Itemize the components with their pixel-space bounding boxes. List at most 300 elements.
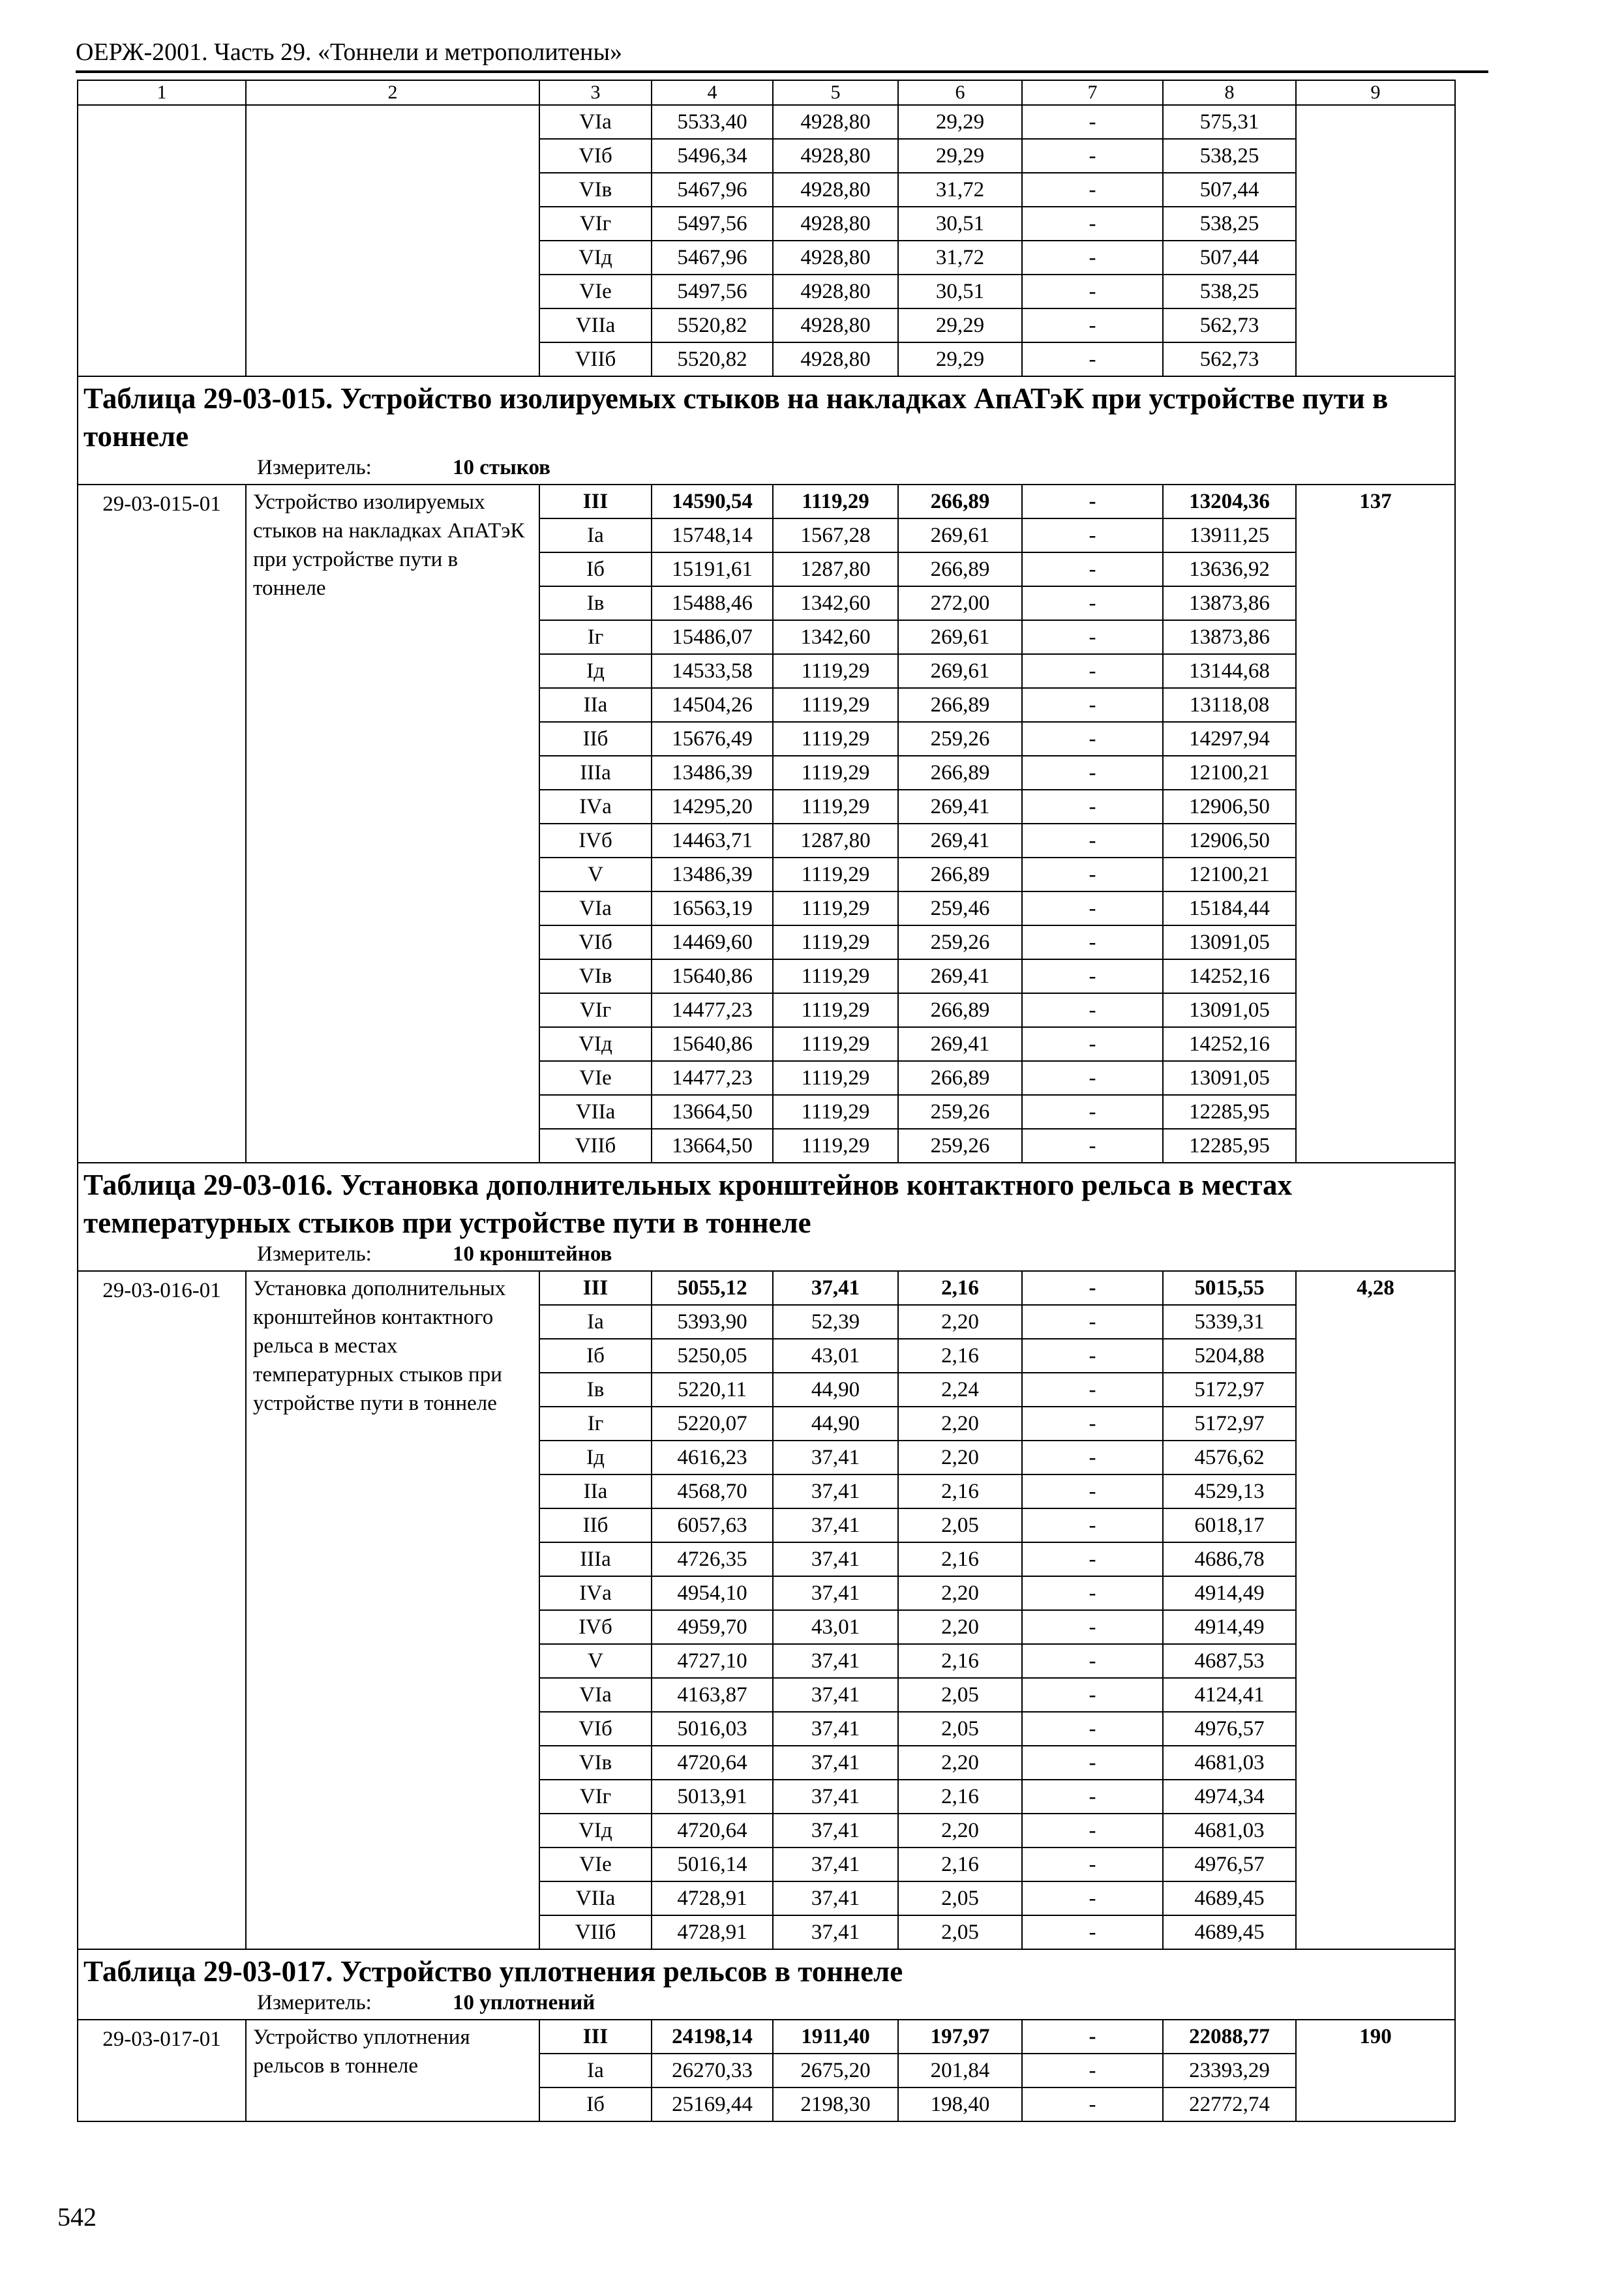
value-cell: 13486,39 bbox=[652, 756, 773, 790]
value-cell: - bbox=[1022, 1061, 1163, 1095]
value-cell: VIб bbox=[539, 925, 652, 959]
value-cell: 2,05 bbox=[898, 1678, 1022, 1712]
value-cell: 15676,49 bbox=[652, 722, 773, 756]
value-cell: 4928,80 bbox=[773, 173, 898, 207]
value-cell: Iа bbox=[539, 518, 652, 552]
table-title-row bbox=[78, 1163, 1455, 1271]
value-cell: 2,20 bbox=[898, 1814, 1022, 1848]
value-cell: 5220,11 bbox=[652, 1373, 773, 1407]
value-cell: 37,41 bbox=[773, 1881, 898, 1915]
value-cell: 4976,57 bbox=[1163, 1848, 1296, 1881]
value-cell: - bbox=[1022, 1129, 1163, 1163]
table-title-row bbox=[78, 376, 1455, 485]
value-cell: Iг bbox=[539, 1407, 652, 1441]
value-cell: 2,05 bbox=[898, 1881, 1022, 1915]
value-cell: 4681,03 bbox=[1163, 1814, 1296, 1848]
value-cell: 14252,16 bbox=[1163, 959, 1296, 993]
rate-code: 29-03-017-01 bbox=[78, 2020, 246, 2121]
value-cell: 14297,94 bbox=[1163, 722, 1296, 756]
value-cell: 5520,82 bbox=[652, 342, 773, 376]
value-cell: 266,89 bbox=[898, 552, 1022, 586]
table-title-cell bbox=[78, 1163, 1455, 1271]
table-title: Таблица 29-03-016. Установка дополнительных кронштейнов контактного рельса в местах температурных стыков при устройстве пути в тоннеле bbox=[83, 1169, 1292, 1239]
value-cell: 2,20 bbox=[898, 1305, 1022, 1339]
value-cell: 269,61 bbox=[898, 518, 1022, 552]
value-cell: - bbox=[1022, 824, 1163, 858]
value-cell: 13911,25 bbox=[1163, 518, 1296, 552]
value-cell: 2,24 bbox=[898, 1373, 1022, 1407]
value-cell: 29,29 bbox=[898, 105, 1022, 139]
value-cell: 37,41 bbox=[773, 1542, 898, 1576]
value-cell: 5497,56 bbox=[652, 207, 773, 241]
value-cell: - bbox=[1022, 993, 1163, 1027]
value-cell: - bbox=[1022, 654, 1163, 688]
value-cell: 12906,50 bbox=[1163, 824, 1296, 858]
value-cell: 37,41 bbox=[773, 1746, 898, 1780]
value-cell: 15640,86 bbox=[652, 959, 773, 993]
value-cell: - bbox=[1022, 1780, 1163, 1814]
value-cell: VIд bbox=[539, 241, 652, 275]
measure-label: Измеритель: bbox=[257, 1242, 372, 1266]
value-cell: - bbox=[1022, 342, 1163, 376]
value-cell: 12100,21 bbox=[1163, 756, 1296, 790]
value-cell: - bbox=[1022, 105, 1163, 139]
value-cell: 37,41 bbox=[773, 1848, 898, 1881]
value-cell: 13664,50 bbox=[652, 1129, 773, 1163]
value-cell: 15748,14 bbox=[652, 518, 773, 552]
value-cell: 37,41 bbox=[773, 1678, 898, 1712]
value-cell: III bbox=[539, 1271, 652, 1305]
value-cell: - bbox=[1022, 2020, 1163, 2054]
table-title-row bbox=[78, 1949, 1455, 2020]
value-cell: IIб bbox=[539, 722, 652, 756]
value-cell: 12285,95 bbox=[1163, 1095, 1296, 1129]
value-cell: - bbox=[1022, 688, 1163, 722]
value-cell: - bbox=[1022, 173, 1163, 207]
value-cell: VIв bbox=[539, 173, 652, 207]
value-cell: 5520,82 bbox=[652, 308, 773, 342]
value-cell: 1119,29 bbox=[773, 993, 898, 1027]
value-cell: 2675,20 bbox=[773, 2054, 898, 2087]
value-cell: 5467,96 bbox=[652, 173, 773, 207]
value-cell: 4976,57 bbox=[1163, 1712, 1296, 1746]
value-cell: 37,41 bbox=[773, 1508, 898, 1542]
rate-total: 137 bbox=[1296, 485, 1455, 1163]
value-cell: 24198,14 bbox=[652, 2020, 773, 2054]
value-cell: Iа bbox=[539, 1305, 652, 1339]
value-cell: - bbox=[1022, 1712, 1163, 1746]
column-number-row bbox=[78, 80, 1455, 105]
column-number: 9 bbox=[1296, 80, 1455, 105]
rate-total: 190 bbox=[1296, 2020, 1455, 2121]
value-cell: 2,16 bbox=[898, 1271, 1022, 1305]
value-cell: 5339,31 bbox=[1163, 1305, 1296, 1339]
value-cell: 52,39 bbox=[773, 1305, 898, 1339]
table-title-cell bbox=[78, 376, 1455, 485]
page-number: 542 bbox=[57, 2202, 97, 2232]
value-cell: 1119,29 bbox=[773, 654, 898, 688]
value-cell: 12285,95 bbox=[1163, 1129, 1296, 1163]
total-cell bbox=[1296, 105, 1455, 376]
value-cell: 4576,62 bbox=[1163, 1441, 1296, 1474]
value-cell: 4928,80 bbox=[773, 105, 898, 139]
rates-table bbox=[77, 80, 1456, 2122]
value-cell: 2,16 bbox=[898, 1542, 1022, 1576]
value-cell: - bbox=[1022, 1271, 1163, 1305]
value-cell: 1119,29 bbox=[773, 959, 898, 993]
value-cell: VIIб bbox=[539, 342, 652, 376]
value-cell: - bbox=[1022, 1339, 1163, 1373]
value-cell: 31,72 bbox=[898, 241, 1022, 275]
value-cell: 5497,56 bbox=[652, 275, 773, 308]
value-cell: 4959,70 bbox=[652, 1610, 773, 1644]
value-cell: 5013,91 bbox=[652, 1780, 773, 1814]
measure-value: 10 кронштейнов bbox=[453, 1242, 612, 1266]
measure-value: 10 уплотнений bbox=[453, 1991, 595, 2014]
value-cell: - bbox=[1022, 1814, 1163, 1848]
value-cell: 4727,10 bbox=[652, 1644, 773, 1678]
value-cell: 1119,29 bbox=[773, 756, 898, 790]
value-cell: IIа bbox=[539, 688, 652, 722]
value-cell: 507,44 bbox=[1163, 241, 1296, 275]
value-cell: VIIб bbox=[539, 1129, 652, 1163]
value-cell: 14295,20 bbox=[652, 790, 773, 824]
value-cell: - bbox=[1022, 1027, 1163, 1061]
value-cell: 266,89 bbox=[898, 756, 1022, 790]
header-rule bbox=[76, 70, 1488, 73]
value-cell: 37,41 bbox=[773, 1644, 898, 1678]
value-cell: - bbox=[1022, 552, 1163, 586]
value-cell: 37,41 bbox=[773, 1780, 898, 1814]
value-cell: IIа bbox=[539, 1474, 652, 1508]
value-cell: IVа bbox=[539, 790, 652, 824]
value-cell: 14252,16 bbox=[1163, 1027, 1296, 1061]
value-cell: 272,00 bbox=[898, 586, 1022, 620]
value-cell: 4928,80 bbox=[773, 308, 898, 342]
value-cell: 4568,70 bbox=[652, 1474, 773, 1508]
value-cell: 13664,50 bbox=[652, 1095, 773, 1129]
table-row bbox=[78, 105, 1455, 139]
value-cell: 12906,50 bbox=[1163, 790, 1296, 824]
rate-code: 29-03-016-01 bbox=[78, 1271, 246, 1949]
value-cell: - bbox=[1022, 1881, 1163, 1915]
value-cell: 12100,21 bbox=[1163, 858, 1296, 891]
value-cell: 13091,05 bbox=[1163, 1061, 1296, 1095]
value-cell: VIб bbox=[539, 139, 652, 173]
rate-code: 29-03-015-01 bbox=[78, 485, 246, 1163]
value-cell: Iг bbox=[539, 620, 652, 654]
value-cell: 5467,96 bbox=[652, 241, 773, 275]
value-cell: 269,41 bbox=[898, 824, 1022, 858]
value-cell: - bbox=[1022, 1746, 1163, 1780]
value-cell: - bbox=[1022, 1095, 1163, 1129]
rate-description: Устройство уплотнения рельсов в тоннеле bbox=[246, 2020, 539, 2121]
value-cell: 1287,80 bbox=[773, 824, 898, 858]
value-cell: 266,89 bbox=[898, 688, 1022, 722]
value-cell: - bbox=[1022, 2087, 1163, 2121]
value-cell: 13091,05 bbox=[1163, 925, 1296, 959]
description-cell bbox=[246, 105, 539, 376]
rate-description: Установка дополнительных кронштейнов контактного рельса в местах температурных стыков при устройстве пути в тоннеле bbox=[246, 1271, 539, 1949]
value-cell: 1119,29 bbox=[773, 1027, 898, 1061]
value-cell: 538,25 bbox=[1163, 207, 1296, 241]
rate-description: Устройство изолируемых стыков на накладках АпАТэК при устройстве пути в тоннеле bbox=[246, 485, 539, 1163]
value-cell: 2,20 bbox=[898, 1610, 1022, 1644]
value-cell: VIг bbox=[539, 993, 652, 1027]
value-cell: 23393,29 bbox=[1163, 2054, 1296, 2087]
value-cell: 1342,60 bbox=[773, 620, 898, 654]
value-cell: - bbox=[1022, 207, 1163, 241]
value-cell: 16563,19 bbox=[652, 891, 773, 925]
value-cell: - bbox=[1022, 1474, 1163, 1508]
value-cell: 6018,17 bbox=[1163, 1508, 1296, 1542]
value-cell: 269,41 bbox=[898, 959, 1022, 993]
value-cell: - bbox=[1022, 2054, 1163, 2087]
value-cell: 4928,80 bbox=[773, 139, 898, 173]
value-cell: Iд bbox=[539, 654, 652, 688]
value-cell: VIг bbox=[539, 1780, 652, 1814]
value-cell: 5496,34 bbox=[652, 139, 773, 173]
value-cell: 4689,45 bbox=[1163, 1915, 1296, 1949]
value-cell: 37,41 bbox=[773, 1576, 898, 1610]
value-cell: 31,72 bbox=[898, 173, 1022, 207]
value-cell: - bbox=[1022, 1576, 1163, 1610]
value-cell: 538,25 bbox=[1163, 139, 1296, 173]
value-cell: 37,41 bbox=[773, 1441, 898, 1474]
value-cell: 4720,64 bbox=[652, 1814, 773, 1848]
value-cell: 269,61 bbox=[898, 620, 1022, 654]
value-cell: VIIа bbox=[539, 308, 652, 342]
value-cell: 4616,23 bbox=[652, 1441, 773, 1474]
value-cell: 4928,80 bbox=[773, 342, 898, 376]
value-cell: 25169,44 bbox=[652, 2087, 773, 2121]
column-number: 1 bbox=[78, 80, 246, 105]
value-cell: V bbox=[539, 1644, 652, 1678]
value-cell: 4529,13 bbox=[1163, 1474, 1296, 1508]
value-cell: - bbox=[1022, 1848, 1163, 1881]
value-cell: 575,31 bbox=[1163, 105, 1296, 139]
value-cell: IIб bbox=[539, 1508, 652, 1542]
value-cell: IIIа bbox=[539, 1542, 652, 1576]
value-cell: - bbox=[1022, 1373, 1163, 1407]
value-cell: 5016,03 bbox=[652, 1712, 773, 1746]
value-cell: 14477,23 bbox=[652, 993, 773, 1027]
value-cell: 507,44 bbox=[1163, 173, 1296, 207]
value-cell: 5204,88 bbox=[1163, 1339, 1296, 1373]
value-cell: 22772,74 bbox=[1163, 2087, 1296, 2121]
value-cell: 13873,86 bbox=[1163, 620, 1296, 654]
value-cell: 5250,05 bbox=[652, 1339, 773, 1373]
value-cell: 15184,44 bbox=[1163, 891, 1296, 925]
value-cell: 562,73 bbox=[1163, 342, 1296, 376]
value-cell: 2,16 bbox=[898, 1644, 1022, 1678]
value-cell: - bbox=[1022, 1915, 1163, 1949]
value-cell: 259,46 bbox=[898, 891, 1022, 925]
measure-value: 10 стыков bbox=[453, 456, 550, 479]
value-cell: 197,97 bbox=[898, 2020, 1022, 2054]
value-cell: VIд bbox=[539, 1814, 652, 1848]
value-cell: 43,01 bbox=[773, 1339, 898, 1373]
value-cell: 2,20 bbox=[898, 1441, 1022, 1474]
measure-line bbox=[83, 1242, 1454, 1270]
table-row bbox=[78, 2020, 1455, 2054]
value-cell: 5533,40 bbox=[652, 105, 773, 139]
value-cell: 269,41 bbox=[898, 790, 1022, 824]
value-cell: 37,41 bbox=[773, 1474, 898, 1508]
value-cell: 2,05 bbox=[898, 1915, 1022, 1949]
value-cell: 266,89 bbox=[898, 993, 1022, 1027]
value-cell: 13118,08 bbox=[1163, 688, 1296, 722]
value-cell: - bbox=[1022, 891, 1163, 925]
value-cell: VIIа bbox=[539, 1095, 652, 1129]
value-cell: 1119,29 bbox=[773, 891, 898, 925]
value-cell: VIг bbox=[539, 207, 652, 241]
value-cell: 44,90 bbox=[773, 1373, 898, 1407]
value-cell: - bbox=[1022, 485, 1163, 518]
value-cell: - bbox=[1022, 925, 1163, 959]
value-cell: IIIа bbox=[539, 756, 652, 790]
value-cell: 2,16 bbox=[898, 1780, 1022, 1814]
value-cell: III bbox=[539, 485, 652, 518]
value-cell: 1119,29 bbox=[773, 485, 898, 518]
value-cell: Iв bbox=[539, 1373, 652, 1407]
value-cell: 5055,12 bbox=[652, 1271, 773, 1305]
table-row bbox=[78, 485, 1455, 518]
column-number: 7 bbox=[1022, 80, 1163, 105]
value-cell: 14590,54 bbox=[652, 485, 773, 518]
value-cell: 266,89 bbox=[898, 485, 1022, 518]
value-cell: 13204,36 bbox=[1163, 485, 1296, 518]
value-cell: 1342,60 bbox=[773, 586, 898, 620]
value-cell: VIб bbox=[539, 1712, 652, 1746]
value-cell: - bbox=[1022, 620, 1163, 654]
value-cell: - bbox=[1022, 1678, 1163, 1712]
value-cell: - bbox=[1022, 1542, 1163, 1576]
value-cell: 43,01 bbox=[773, 1610, 898, 1644]
value-cell: 4163,87 bbox=[652, 1678, 773, 1712]
value-cell: 4681,03 bbox=[1163, 1746, 1296, 1780]
value-cell: - bbox=[1022, 722, 1163, 756]
value-cell: Iв bbox=[539, 586, 652, 620]
value-cell: VIв bbox=[539, 959, 652, 993]
value-cell: VIIб bbox=[539, 1915, 652, 1949]
value-cell: 4928,80 bbox=[773, 241, 898, 275]
value-cell: Iа bbox=[539, 2054, 652, 2087]
value-cell: 4124,41 bbox=[1163, 1678, 1296, 1712]
value-cell: 4687,53 bbox=[1163, 1644, 1296, 1678]
value-cell: 14504,26 bbox=[652, 688, 773, 722]
value-cell: 13636,92 bbox=[1163, 552, 1296, 586]
value-cell: - bbox=[1022, 1305, 1163, 1339]
value-cell: 14477,23 bbox=[652, 1061, 773, 1095]
value-cell: 30,51 bbox=[898, 207, 1022, 241]
value-cell: 4689,45 bbox=[1163, 1881, 1296, 1915]
value-cell: 259,26 bbox=[898, 722, 1022, 756]
value-cell: 259,26 bbox=[898, 925, 1022, 959]
value-cell: 1287,80 bbox=[773, 552, 898, 586]
value-cell: VIе bbox=[539, 275, 652, 308]
value-cell: 30,51 bbox=[898, 275, 1022, 308]
value-cell: - bbox=[1022, 1441, 1163, 1474]
measure-line bbox=[83, 455, 1454, 484]
value-cell: 4954,10 bbox=[652, 1576, 773, 1610]
value-cell: 2,20 bbox=[898, 1407, 1022, 1441]
column-number: 6 bbox=[898, 80, 1022, 105]
value-cell: 266,89 bbox=[898, 1061, 1022, 1095]
value-cell: Iд bbox=[539, 1441, 652, 1474]
value-cell: 562,73 bbox=[1163, 308, 1296, 342]
value-cell: - bbox=[1022, 586, 1163, 620]
value-cell: VIе bbox=[539, 1061, 652, 1095]
value-cell: 5393,90 bbox=[652, 1305, 773, 1339]
document-header: ОЕРЖ-2001. Часть 29. «Тоннели и метрополитены» bbox=[76, 38, 623, 66]
value-cell: 2198,30 bbox=[773, 2087, 898, 2121]
value-cell: V bbox=[539, 858, 652, 891]
value-cell: - bbox=[1022, 1644, 1163, 1678]
value-cell: 29,29 bbox=[898, 139, 1022, 173]
column-number: 8 bbox=[1163, 80, 1296, 105]
rate-total: 4,28 bbox=[1296, 1271, 1455, 1949]
value-cell: 13486,39 bbox=[652, 858, 773, 891]
value-cell: 15640,86 bbox=[652, 1027, 773, 1061]
value-cell: 1119,29 bbox=[773, 688, 898, 722]
value-cell: Iб bbox=[539, 1339, 652, 1373]
value-cell: 13091,05 bbox=[1163, 993, 1296, 1027]
measure-label: Измеритель: bbox=[257, 456, 372, 479]
value-cell: - bbox=[1022, 518, 1163, 552]
value-cell: 4720,64 bbox=[652, 1746, 773, 1780]
value-cell: 37,41 bbox=[773, 1814, 898, 1848]
value-cell: 2,20 bbox=[898, 1746, 1022, 1780]
value-cell: 1911,40 bbox=[773, 2020, 898, 2054]
value-cell: - bbox=[1022, 959, 1163, 993]
value-cell: 2,20 bbox=[898, 1576, 1022, 1610]
value-cell: 13873,86 bbox=[1163, 586, 1296, 620]
value-cell: 4914,49 bbox=[1163, 1576, 1296, 1610]
value-cell: III bbox=[539, 2020, 652, 2054]
value-cell: 4928,80 bbox=[773, 207, 898, 241]
value-cell: - bbox=[1022, 1508, 1163, 1542]
value-cell: 259,26 bbox=[898, 1129, 1022, 1163]
column-number: 5 bbox=[773, 80, 898, 105]
value-cell: 13144,68 bbox=[1163, 654, 1296, 688]
value-cell: VIд bbox=[539, 1027, 652, 1061]
value-cell: 198,40 bbox=[898, 2087, 1022, 2121]
value-cell: 1567,28 bbox=[773, 518, 898, 552]
column-number: 4 bbox=[652, 80, 773, 105]
value-cell: 4928,80 bbox=[773, 275, 898, 308]
value-cell: - bbox=[1022, 756, 1163, 790]
value-cell: 266,89 bbox=[898, 858, 1022, 891]
value-cell: - bbox=[1022, 308, 1163, 342]
value-cell: 2,05 bbox=[898, 1712, 1022, 1746]
value-cell: - bbox=[1022, 1610, 1163, 1644]
value-cell: 5220,07 bbox=[652, 1407, 773, 1441]
value-cell: 22088,77 bbox=[1163, 2020, 1296, 2054]
value-cell: 37,41 bbox=[773, 1915, 898, 1949]
measure-line bbox=[83, 1990, 1454, 2019]
value-cell: - bbox=[1022, 275, 1163, 308]
value-cell: IVб bbox=[539, 824, 652, 858]
value-cell: VIв bbox=[539, 1746, 652, 1780]
value-cell: 5015,55 bbox=[1163, 1271, 1296, 1305]
value-cell: 15488,46 bbox=[652, 586, 773, 620]
value-cell: 4914,49 bbox=[1163, 1610, 1296, 1644]
value-cell: 201,84 bbox=[898, 2054, 1022, 2087]
table-title: Таблица 29-03-017. Устройство уплотнения рельсов в тоннеле bbox=[83, 1955, 903, 1988]
value-cell: 538,25 bbox=[1163, 275, 1296, 308]
value-cell: 29,29 bbox=[898, 342, 1022, 376]
